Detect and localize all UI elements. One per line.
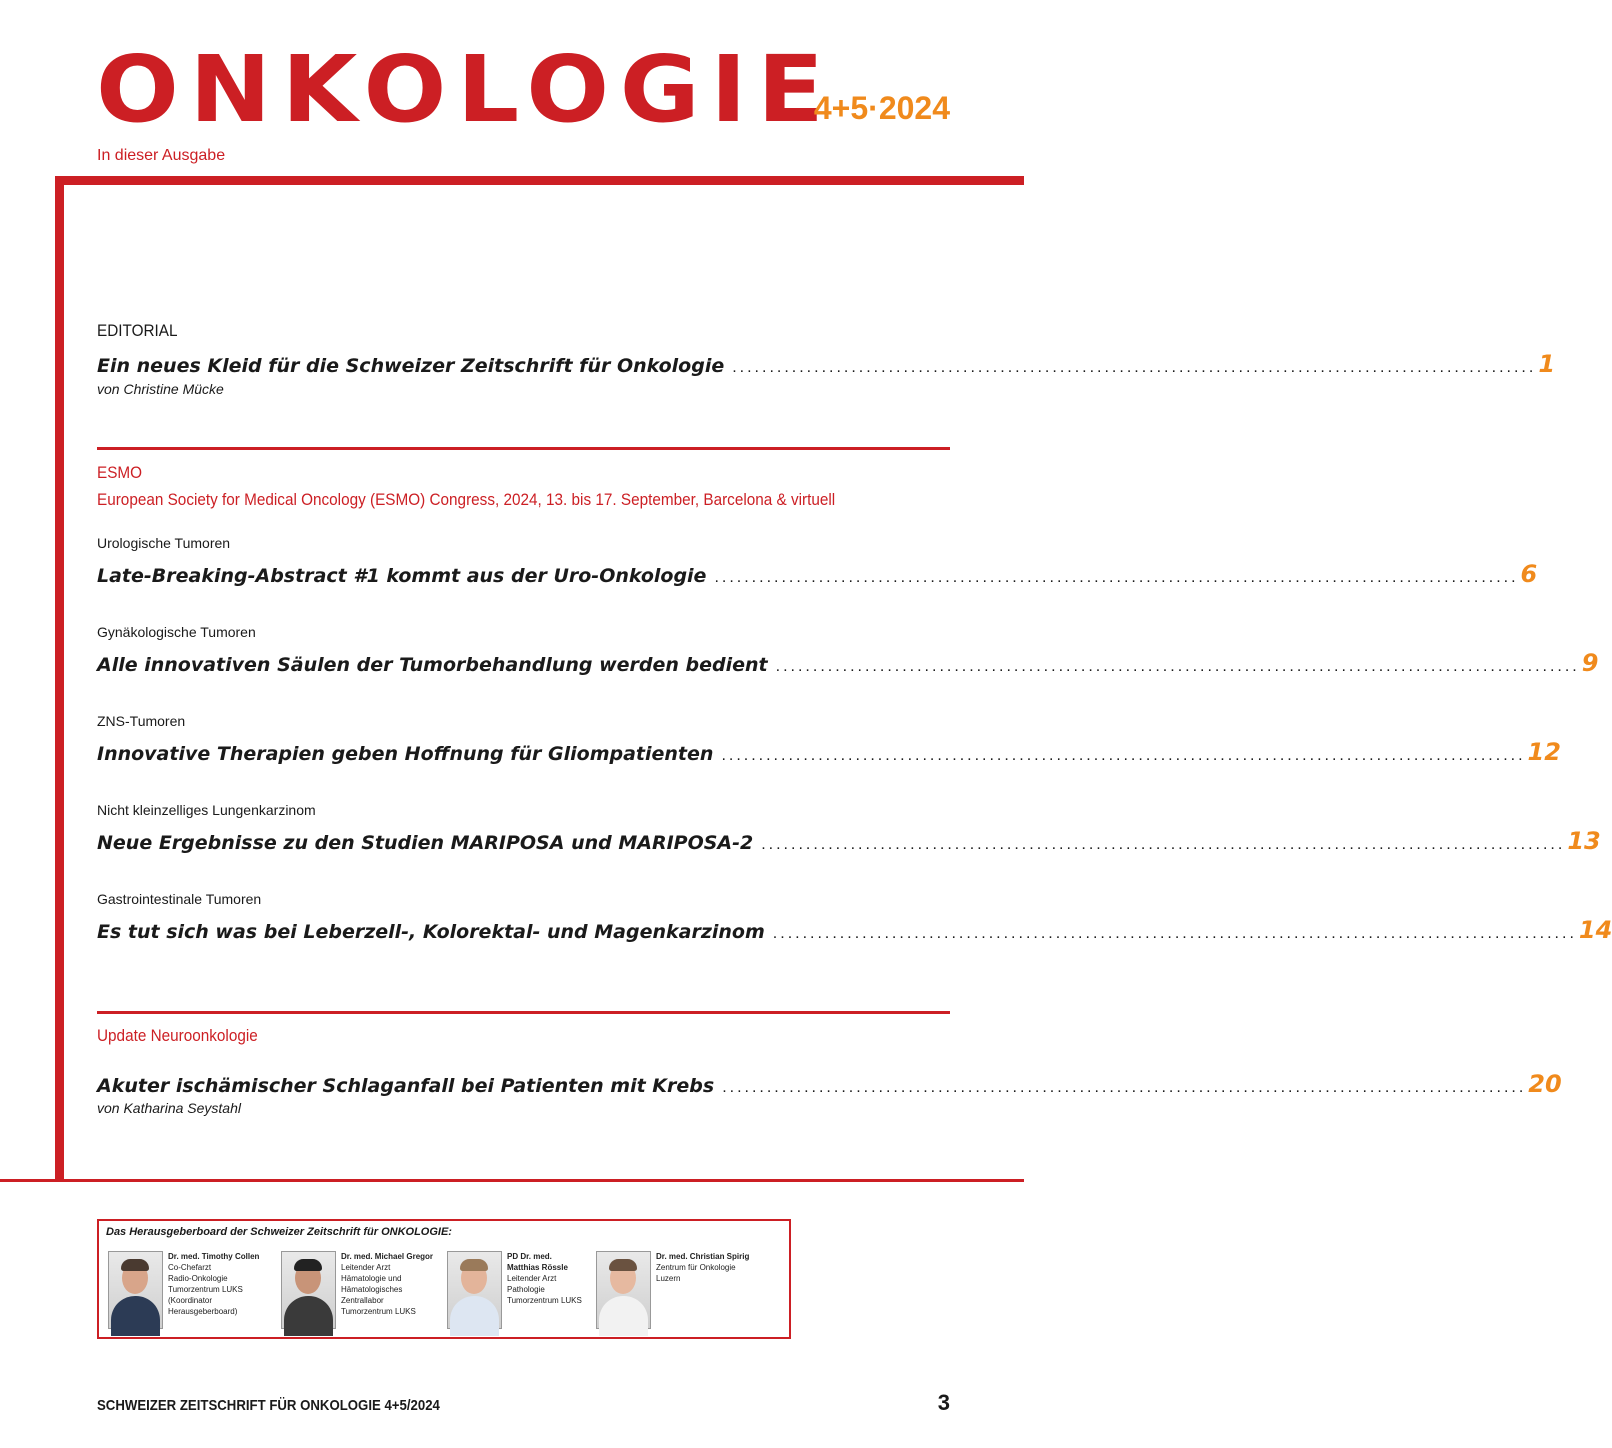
toc-entry[interactable] (97, 560, 1538, 590)
toc-leader-dots: ............................................................................................................ (761, 836, 1566, 853)
member-portrait (596, 1251, 651, 1329)
frame-left-rule (55, 176, 64, 1181)
board-member (596, 1251, 751, 1329)
toc-page-number[interactable]: 12 (1527, 738, 1561, 766)
member-line: Dr. med. Christian Spirig (656, 1252, 750, 1261)
toc-entry[interactable] (97, 1070, 1562, 1100)
toc-page-number[interactable]: 6 (1520, 560, 1538, 588)
toc-entry[interactable] (97, 350, 1556, 380)
board-member (447, 1251, 602, 1329)
toc-leader-dots: ............................................................................................................ (721, 747, 1526, 764)
section-heading-editorial: EDITORIAL (97, 321, 178, 340)
board-member (108, 1251, 263, 1329)
member-portrait (447, 1251, 502, 1329)
issue-number: 4+5·2024 (813, 90, 950, 126)
editorial-board-title: Das Herausgeberboard der Schweizer Zeitschrift für ONKOLOGIE: (106, 1226, 452, 1238)
toc-entry[interactable] (97, 916, 1612, 946)
member-portrait (281, 1251, 336, 1329)
member-line: Tumorzentrum LUKS (168, 1285, 243, 1294)
member-line: Leitender Arzt (341, 1263, 391, 1272)
member-line: Co-Chefarzt (168, 1263, 212, 1272)
toc-entry-title[interactable]: Innovative Therapien geben Hoffnung für Gliompatienten (97, 743, 714, 765)
toc-page-number[interactable]: 9 (1581, 649, 1599, 677)
toc-entry-author: von Katharina Seystahl (97, 1100, 241, 1116)
page-subtitle: In dieser Ausgabe (97, 147, 226, 164)
toc-entry-title[interactable]: Alle innovativen Säulen der Tumorbehandlung werden bedient (97, 654, 768, 676)
toc-leader-dots: ............................................................................................................ (772, 925, 1577, 942)
journal-logo: ONKOLOGIE (96, 36, 835, 143)
frame-top-rule (55, 176, 1024, 185)
toc-leader-dots: ............................................................................................................ (714, 569, 1519, 586)
toc-entry[interactable] (97, 827, 1601, 857)
toc-entry-title[interactable]: Neue Ergebnisse zu den Studien MARIPOSA und MARIPOSA-2 (97, 832, 754, 854)
toc-category: Nicht kleinzelliges Lungenkarzinom (97, 802, 316, 818)
member-portrait (108, 1251, 163, 1329)
toc-entry-title[interactable]: Es tut sich was bei Leberzell-, Kolorektal- und Magenkarzinom (97, 921, 765, 943)
section-divider (97, 447, 950, 450)
member-line: Pathologie (507, 1285, 545, 1294)
toc-category: Gastrointestinale Tumoren (97, 891, 262, 907)
frame-bottom-rule (0, 1179, 1024, 1182)
toc-entry-title[interactable]: Ein neues Kleid für die Schweizer Zeitschrift für Onkologie (97, 355, 725, 377)
toc-entry[interactable] (97, 738, 1561, 768)
toc-category: Urologische Tumoren (97, 535, 231, 551)
member-line: Radio-Onkologie (168, 1274, 228, 1283)
section-heading-esmo: ESMO (97, 463, 143, 482)
section-heading-neuro: Update Neuroonkologie (97, 1026, 258, 1045)
member-line: Leitender Arzt (507, 1274, 557, 1283)
toc-page-number[interactable]: 1 (1538, 350, 1556, 378)
member-line: Tumorzentrum LUKS (507, 1296, 582, 1305)
member-line: Luzern (656, 1274, 681, 1283)
toc-entry-author: von Christine Mücke (97, 381, 224, 397)
member-line: Hämatologie und (341, 1274, 402, 1283)
member-line: Hämatologisches (341, 1285, 403, 1294)
toc-category: ZNS-Tumoren (97, 713, 186, 729)
member-line: Herausgeberboard) (168, 1307, 238, 1316)
toc-category: Gynäkologische Tumoren (97, 624, 256, 640)
member-line: Dr. med. Timothy Collen (168, 1252, 260, 1261)
toc-entry-title[interactable]: Akuter ischämischer Schlaganfall bei Patienten mit Krebs (97, 1075, 715, 1097)
board-member (281, 1251, 436, 1329)
toc-leader-dots: ............................................................................................................ (722, 1079, 1527, 1096)
section-subheading-esmo: European Society for Medical Oncology (ESMO) Congress, 2024, 13. bis 17. September, Barcelona & virtuell (97, 490, 836, 509)
footer-journal-name: SCHWEIZER ZEITSCHRIFT FÜR ONKOLOGIE 4+5/2024 (97, 1397, 440, 1414)
member-line: Zentrum für Onkologie (656, 1263, 736, 1272)
toc-leader-dots: ............................................................................................................ (775, 658, 1580, 675)
member-line: Tumorzentrum LUKS (341, 1307, 416, 1316)
member-line: PD Dr. med. (507, 1252, 552, 1261)
member-line: Matthias Rössle (507, 1263, 568, 1272)
section-divider (97, 1011, 950, 1014)
toc-page-number[interactable]: 20 (1528, 1070, 1562, 1098)
toc-page-number[interactable]: 13 (1567, 827, 1601, 855)
footer-page-number: 3 (937, 1390, 950, 1415)
member-line: (Koordinator (168, 1296, 213, 1305)
toc-entry-title[interactable]: Late-Breaking-Abstract #1 kommt aus der Uro-Onkologie (97, 565, 707, 587)
member-line: Zentrallabor (341, 1296, 384, 1305)
member-line: Dr. med. Michael Gregor (341, 1252, 434, 1261)
toc-page-number[interactable]: 14 (1578, 916, 1612, 944)
toc-leader-dots: ............................................................................................................ (732, 359, 1537, 376)
toc-entry[interactable] (97, 649, 1599, 679)
